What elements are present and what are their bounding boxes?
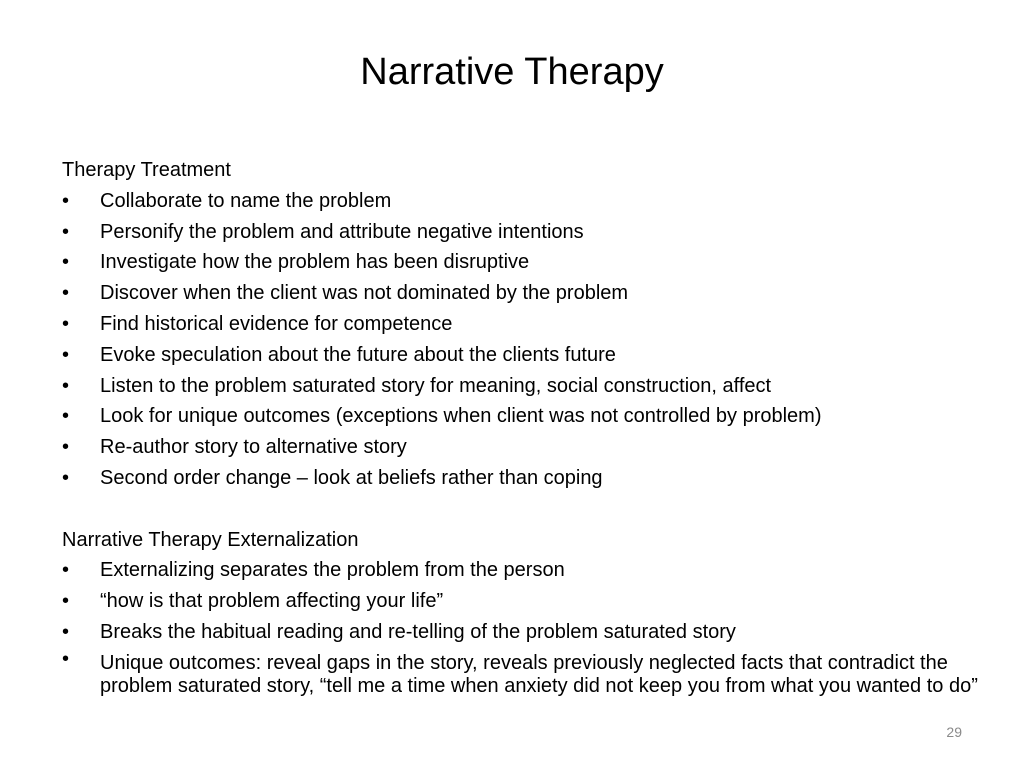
list-item-text: Externalizing separates the problem from the person [100, 559, 565, 582]
bullet-icon: • [62, 343, 70, 366]
slide-body [62, 155, 982, 698]
list-item [62, 371, 982, 402]
slide-title: Narrative Therapy [360, 51, 664, 93]
list-item [62, 432, 982, 463]
bullet-icon: • [62, 251, 70, 274]
list-item [62, 617, 982, 648]
bullet-icon: • [62, 620, 70, 643]
therapy-treatment-list [62, 186, 982, 494]
bullet-icon: • [62, 189, 70, 212]
bullet-icon: • [62, 374, 70, 397]
list-item [62, 217, 982, 248]
section-spacer [62, 494, 982, 525]
list-item [62, 247, 982, 278]
bullet-icon: • [62, 647, 70, 670]
list-item-text: Re-author story to alternative story [100, 436, 407, 459]
list-item-text: Unique outcomes: reveal gaps in the story, reveals previously neglected facts that contradict the problem saturated story, “tell me a time when anxiety did not keep you from what you wanted to do” [100, 651, 978, 697]
bullet-icon: • [62, 559, 70, 582]
list-item [62, 401, 982, 432]
list-item-text: Breaks the habitual reading and re-telling of the problem saturated story [100, 620, 736, 643]
list-item-text: Collaborate to name the problem [100, 189, 392, 212]
externalization-list [62, 555, 982, 697]
list-item [62, 555, 982, 586]
list-item-text: Investigate how the problem has been disruptive [100, 251, 530, 274]
list-item [62, 309, 982, 340]
bullet-icon: • [62, 312, 70, 335]
list-item [62, 340, 982, 371]
bullet-icon: • [62, 436, 70, 459]
list-item-text: Look for unique outcomes (exceptions when client was not controlled by problem) [100, 405, 822, 428]
bullet-icon: • [62, 590, 70, 613]
bullet-icon: • [62, 405, 70, 428]
page-number: 29 [946, 724, 962, 740]
section-heading-therapy-treatment: Therapy Treatment [62, 159, 231, 181]
list-item [62, 463, 982, 494]
list-item-text: Listen to the problem saturated story for meaning, social construction, affect [100, 374, 772, 397]
list-item [62, 586, 982, 617]
bullet-icon: • [62, 282, 70, 305]
list-item-text: Find historical evidence for competence [100, 312, 453, 335]
list-item-text: Evoke speculation about the future about the clients future [100, 343, 616, 366]
bullet-icon: • [62, 220, 70, 243]
list-item [62, 186, 982, 217]
list-item [62, 648, 982, 698]
list-item-text: Personify the problem and attribute negative intentions [100, 220, 584, 243]
list-item-text: “how is that problem affecting your life” [100, 590, 444, 613]
section-heading-externalization: Narrative Therapy Externalization [62, 528, 359, 551]
list-item-text: Second order change – look at beliefs rather than coping [100, 466, 603, 489]
bullet-icon: • [62, 466, 70, 489]
list-item [62, 278, 982, 309]
list-item-text: Discover when the client was not dominated by the problem [100, 282, 629, 305]
